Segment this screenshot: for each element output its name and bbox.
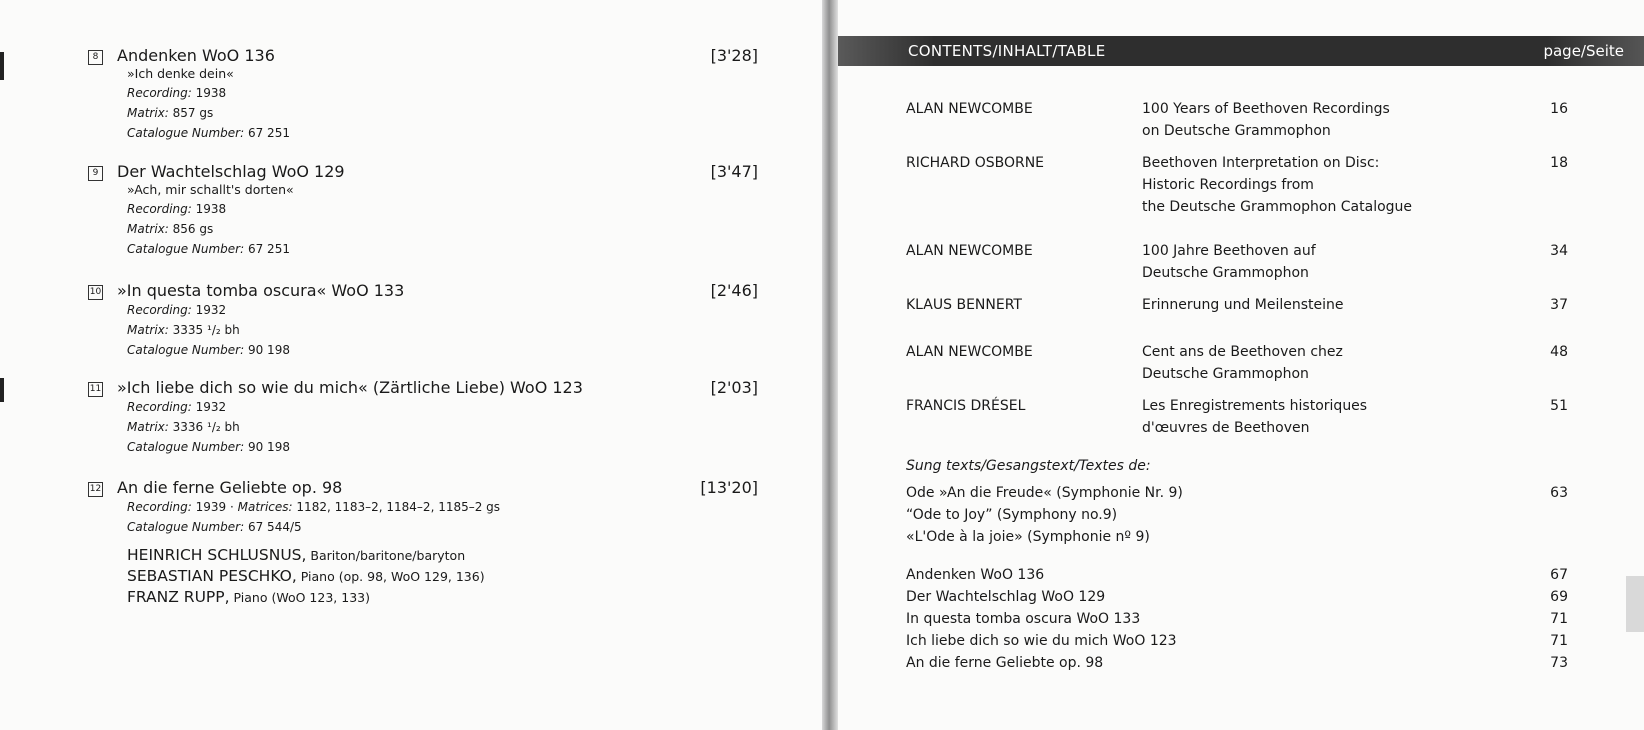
track-number: 8 — [88, 50, 103, 65]
track-duration: [3'47] — [710, 162, 758, 181]
matrix-line: Matrix: 856 gs — [127, 222, 214, 236]
page-edge-mark — [0, 378, 4, 402]
recording-line: Recording: 1939 · Matrices: 1182, 1183–2, 1184–2, 1185–2 gs — [127, 500, 501, 514]
entry-title: 100 Jahre Beethoven auf Deutsche Grammophon — [1142, 243, 1316, 281]
performer-line: FRANZ RUPP, Piano (WoO 123, 133) — [127, 588, 370, 606]
catalogue-line: Catalogue Number: 90 198 — [127, 440, 290, 454]
track-subtitle: »Ich denke dein« — [127, 66, 234, 81]
performer-line: HEINRICH SCHLUSNUS, Bariton/baritone/baryton — [127, 546, 466, 564]
track-12 — [88, 478, 758, 608]
track-duration: [3'28] — [710, 46, 758, 65]
track-subtitle: »Ach, mir schallt's dorten« — [127, 182, 294, 197]
entry-title: 100 Years of Beethoven Recordings on Deutsche Grammophon — [1142, 101, 1390, 139]
track-title: Andenken WoO 136 — [117, 46, 275, 65]
page-column-heading: page/Seite — [1543, 42, 1624, 60]
entry-author: RICHARD OSBORNE — [906, 155, 1045, 171]
track-9 — [88, 162, 758, 259]
catalogue-line: Catalogue Number: 67 544/5 — [127, 520, 302, 534]
page-edge-mark — [0, 52, 4, 80]
entry-page: 18 — [1550, 155, 1568, 171]
recording-line: Recording: 1938 — [127, 202, 227, 216]
track-8 — [88, 46, 758, 143]
track-number: 12 — [88, 482, 103, 497]
entry-page: 48 — [1550, 344, 1568, 360]
track-duration: [2'03] — [710, 378, 758, 397]
entry-title: Erinnerung und Meilensteine — [1142, 297, 1344, 313]
recording-line: Recording: 1938 — [127, 86, 227, 100]
entry-author: ALAN NEWCOMBE — [906, 101, 1033, 117]
track-11 — [88, 378, 758, 457]
entry-page: 34 — [1550, 243, 1568, 259]
entry-author: ALAN NEWCOMBE — [906, 344, 1033, 360]
track-number: 9 — [88, 166, 103, 181]
performer-line: SEBASTIAN PESCHKO, Piano (op. 98, WoO 129, 136) — [127, 567, 485, 585]
recording-line: Recording: 1932 — [127, 400, 227, 414]
entry-author: ALAN NEWCOMBE — [906, 243, 1033, 259]
track-number: 11 — [88, 382, 103, 397]
entry-author: KLAUS BENNERT — [906, 297, 1022, 313]
entry-page: 37 — [1550, 297, 1568, 313]
right-page: CONTENTS/INHALT/TABLE page/Seite ALAN NEWCOMBE 100 Years of Beethoven Recordings on Deutsche Grammophon 16 RICHARD OSBORNE Beethoven Interpretation on Disc: Historic Recordings from the Deutsche Grammophon Catalogue 18 ALAN NEWCOMBE 100 Jahre Beethoven auf Deutsche Grammophon 34 KLAUS BENNERT Erinnerung und Meilensteine 37 ALAN NEWCOMBE Cent ans de Beethoven chez Deutsche Grammophon 48 FRANCIS DRÉSEL Les Enregistrements historiques d'œuvres de Beethoven 51 Sung texts/Gesangstext/Textes de: Ode »An die Freude« (Symphonie Nr. 9) 63 “Ode to Joy” (Symphony no.9) «L'Ode à la joie» (Symphonie nº 9) Andenken WoO 136 67 Der Wachtelschlag WoO 129 69 In questa tomba oscura WoO 133 71 Ich liebe dich so wie du mich WoO 123 71 An die ferne Geliebte op. 98 73 — [838, 0, 1644, 730]
track-title: Der Wachtelschlag WoO 129 — [117, 162, 345, 181]
entry-page: 51 — [1550, 398, 1568, 414]
track-duration: [2'46] — [710, 281, 758, 300]
entry-title: Cent ans de Beethoven chez Deutsche Grammophon — [1142, 344, 1343, 382]
catalogue-line: Catalogue Number: 67 251 — [127, 126, 290, 140]
track-10 — [88, 281, 758, 360]
catalogue-line: Catalogue Number: 90 198 — [127, 343, 290, 357]
matrix-line: Matrix: 3336 ¹/₂ bh — [127, 420, 240, 434]
entry-title: Beethoven Interpretation on Disc: Historic Recordings from the Deutsche Grammophon Catalogue — [1142, 155, 1413, 215]
contents-header-band — [838, 36, 1644, 66]
matrix-line: Matrix: 857 gs — [127, 106, 214, 120]
sung-texts-heading: Sung texts/Gesangstext/Textes de: — [906, 458, 1151, 474]
track-title: »In questa tomba oscura« WoO 133 — [117, 281, 405, 300]
recording-line: Recording: 1932 — [127, 303, 227, 317]
track-title: An die ferne Geliebte op. 98 — [117, 478, 343, 497]
track-number: 10 — [88, 285, 103, 300]
track-title: »Ich liebe dich so wie du mich« (Zärtliche Liebe) WoO 123 — [117, 378, 583, 397]
matrix-line: Matrix: 3335 ¹/₂ bh — [127, 323, 240, 337]
catalogue-line: Catalogue Number: 67 251 — [127, 242, 290, 256]
contents-heading: CONTENTS/INHALT/TABLE — [908, 42, 1106, 60]
page-tab-marker — [1626, 576, 1644, 632]
entry-author: FRANCIS DRÉSEL — [906, 398, 1026, 414]
entry-title: Les Enregistrements historiques d'œuvres de Beethoven — [1142, 398, 1368, 436]
track-duration: [13'20] — [700, 478, 758, 497]
book-gutter — [822, 0, 838, 730]
entry-page: 16 — [1550, 101, 1568, 117]
